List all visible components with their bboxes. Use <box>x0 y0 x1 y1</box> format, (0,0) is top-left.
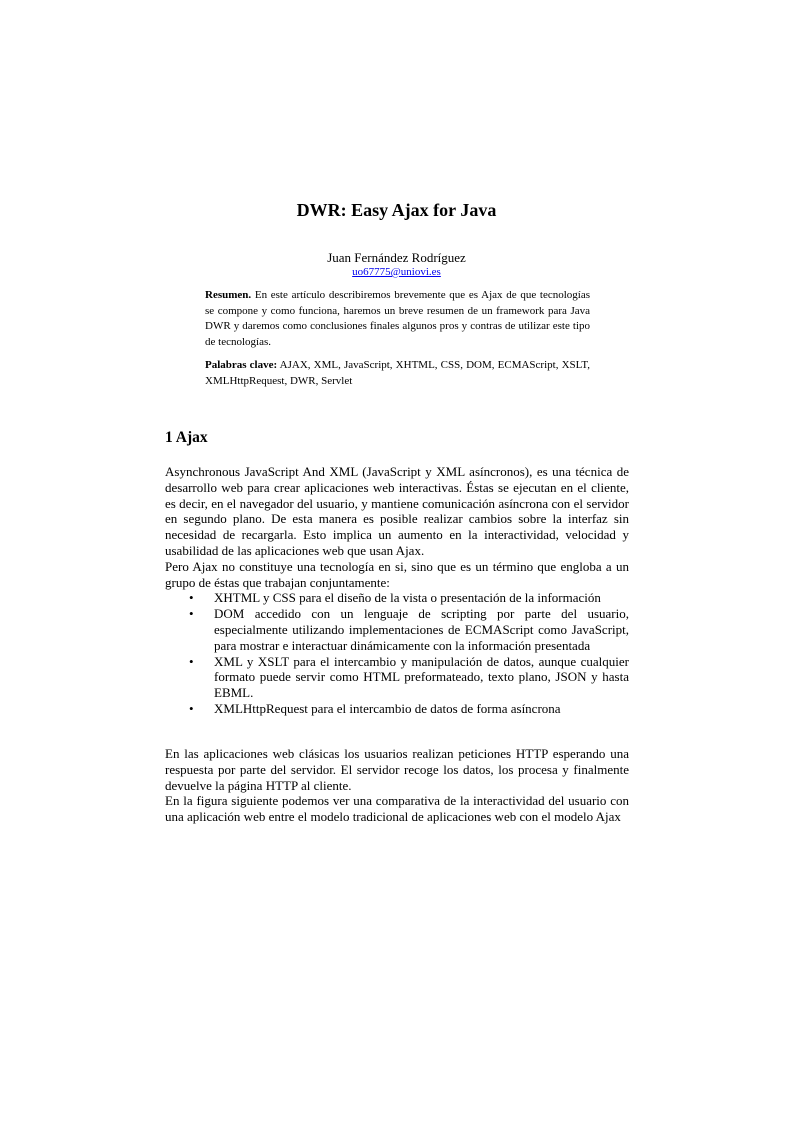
paragraph-4: En la figura siguiente podemos ver una comparativa de la interactividad del usuario con una aplicación web entre el modelo tradicional de aplicaciones web con el modelo Ajax <box>165 793 629 825</box>
keywords-text: AJAX, XML, JavaScript, XHTML, CSS, DOM, ECMAScript, XSLT, XMLHttpRequest, DWR, Servlet <box>205 359 590 387</box>
bullet-marker: • <box>189 590 194 606</box>
list-item <box>165 606 629 653</box>
author-email <box>0 265 793 279</box>
bullet-marker: • <box>189 606 194 622</box>
abstract-text: En este artículo describiremos brevemente que es Ajax de que tecnologías se compone y como funciona, haremos un breve resumen de un framework para Java DWR y daremos como conclusiones finales algunos pros y contras de utilizar este tipo de tecnologías. <box>205 289 590 348</box>
list-item-text: XHTML y CSS para el diseño de la vista o presentación de la información <box>214 590 601 606</box>
section-ajax-body <box>165 464 629 717</box>
list-item-text: XMLHttpRequest para el intercambio de datos de forma asíncrona <box>214 700 561 716</box>
section-heading-ajax: 1 Ajax <box>165 429 208 446</box>
bullet-marker: • <box>189 700 194 716</box>
paragraph-1: Asynchronous JavaScript And XML (JavaScript y XML asíncronos), es una técnica de desarrollo web para crear aplicaciones web interactivas. Éstas se ejecutan en el cliente, es decir, en el navegador del usuario, y mantiene comunicación asíncrona con el servidor en segundo plano. De esta manera es posible realizar cambios sobre la interfaz sin necesidad de recargarla. Esto implica un aumento en la interactividad, velocidad y usabilidad de las aplicaciones web que usan Ajax. <box>165 464 629 558</box>
list-item <box>165 590 629 606</box>
list-item-text: XML y XSLT para el intercambio y manipulación de datos, aunque cualquier formato puede servir como HTML preformateado, texto plano, JSON y hasta EBML. <box>214 653 629 701</box>
abstract <box>205 288 590 350</box>
list-item <box>165 701 629 717</box>
paragraph-3: En las aplicaciones web clásicas los usuarios realizan peticiones HTTP esperando una respuesta por parte del servidor. El servidor recoge los datos, los procesa y finalmente devuelve la página HTTP al cliente. <box>165 746 629 793</box>
bullet-marker: • <box>189 653 194 669</box>
keywords <box>205 358 590 389</box>
keywords-label: Palabras clave: <box>205 359 278 371</box>
section-ajax-body-continued <box>165 746 629 825</box>
author-email-link[interactable]: uo67775@uniovi.es <box>352 266 441 278</box>
paragraph-2: Pero Ajax no constituye una tecnología en si, sino que es un término que engloba a un grupo de éstas que trabajan conjuntamente: <box>165 558 629 590</box>
author-name: Juan Fernández Rodríguez <box>327 250 466 265</box>
technology-list <box>165 590 629 716</box>
abstract-label: Resumen. <box>205 289 252 301</box>
list-item-text: DOM accedido con un lenguaje de scripting por parte del usuario, especialmente utilizando implementaciones de ECMAScript como JavaScript, para mostrar e interactuar dinámicamente con la información presentada <box>214 606 629 653</box>
paper-title: DWR: Easy Ajax for Java <box>296 200 497 220</box>
list-item <box>165 654 629 701</box>
